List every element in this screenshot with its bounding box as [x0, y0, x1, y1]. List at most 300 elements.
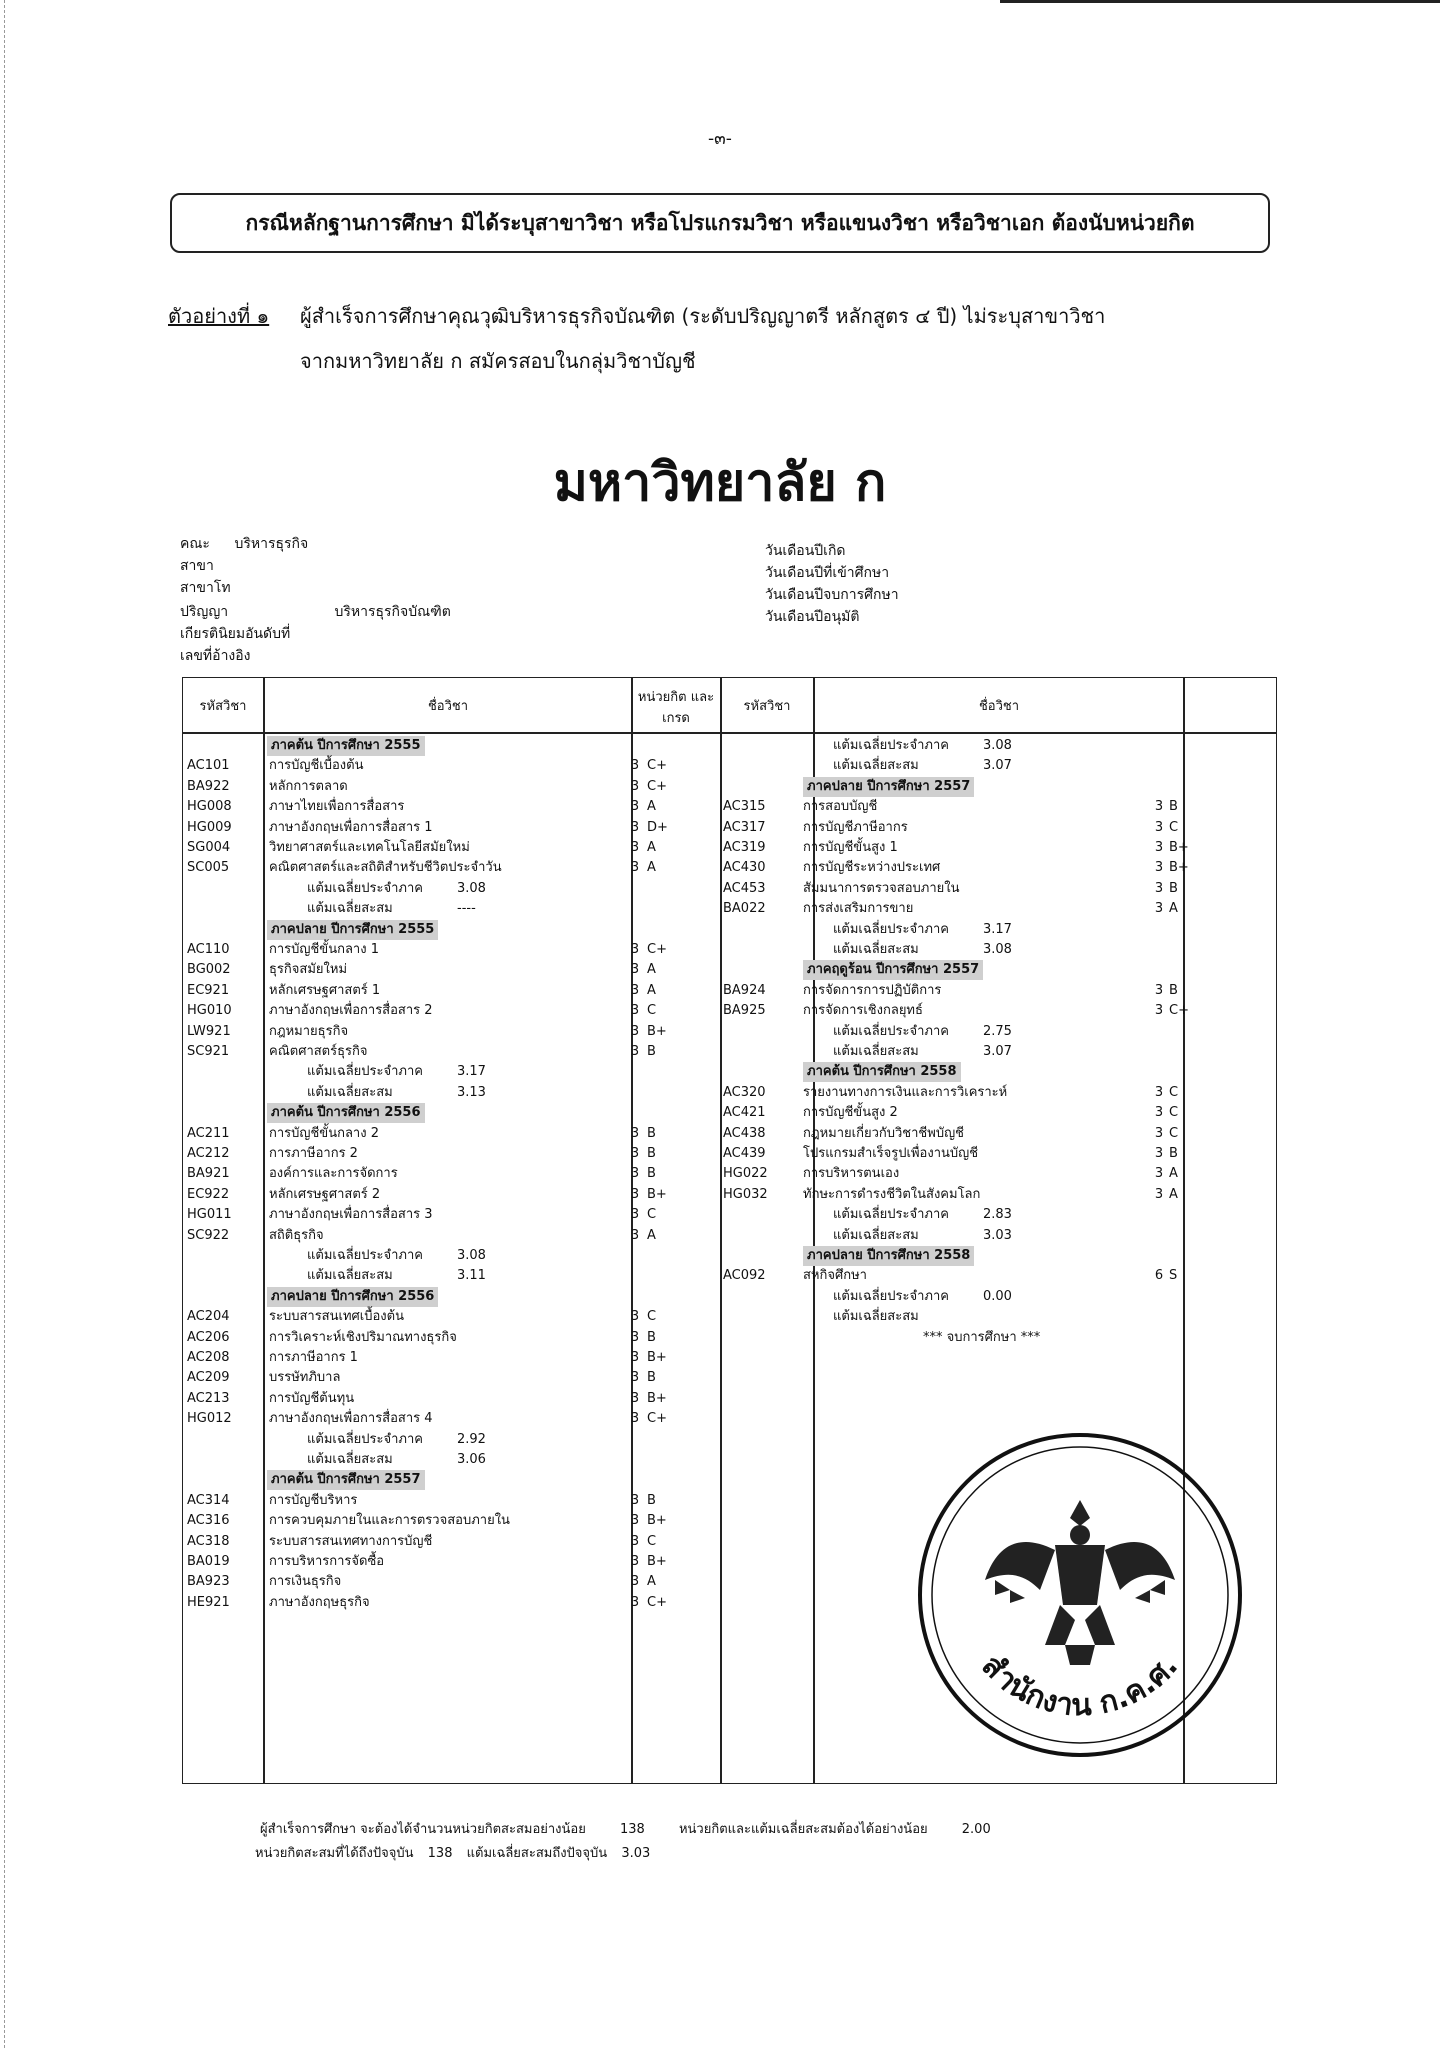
course-row [187, 1307, 717, 1327]
course-credit: 3 [630, 962, 640, 978]
course-credit: 3 [630, 860, 640, 876]
course-name: รายงานทางการเงินและการวิเคราะห์ [803, 1084, 1008, 1100]
semester-heading-text: ภาคฤดูร้อน ปีการศึกษา 2557 [803, 960, 983, 980]
info-honors [180, 623, 290, 645]
course-code: AC204 [187, 1309, 230, 1325]
info-enroll-date: วันเดือนปีที่เข้าศึกษา [765, 565, 890, 581]
info-faculty [180, 533, 308, 555]
gpa-label: แต้มเฉลี่ยประจำภาค [833, 738, 949, 753]
gpa-value: 3.13 [457, 1084, 486, 1100]
course-name: การบัญชีต้นทุน [269, 1390, 355, 1406]
course-grade: B [647, 1370, 656, 1386]
page-number: -๓- [708, 129, 732, 149]
course-code: BA019 [187, 1554, 230, 1569]
course-code: AC209 [187, 1370, 230, 1386]
semester-heading-text: ภาคปลาย ปีการศึกษา 2556 [267, 1287, 438, 1307]
course-code: LW921 [187, 1023, 231, 1039]
info-major [180, 555, 214, 577]
course-credit: 3 [630, 1492, 640, 1508]
course-name: บรรษัทภิบาล [269, 1370, 341, 1386]
course-code: AC213 [187, 1390, 230, 1406]
course-credit: 3 [630, 1146, 640, 1161]
semester-heading [187, 1103, 717, 1123]
course-grade: B [647, 1125, 656, 1141]
info-degree [180, 601, 451, 623]
gpa-label: แต้มเฉลี่ยสะสม [307, 901, 393, 917]
course-grade: A [1169, 901, 1178, 917]
course-row [723, 981, 1273, 1001]
course-code: AC430 [723, 860, 766, 876]
course-code: EC922 [187, 1186, 230, 1202]
course-code: BA925 [723, 1003, 766, 1019]
course-credit: 3 [1154, 1105, 1164, 1121]
course-row [187, 1001, 717, 1021]
course-grade: C+ [647, 778, 667, 794]
info-birth-date: วันเดือนปีเกิด [765, 543, 846, 559]
info-label: สาขาโท [180, 580, 231, 596]
course-row [187, 1328, 717, 1348]
course-credit: 3 [630, 942, 640, 957]
course-name: ภาษาอังกฤษเพื่อการสื่อสาร 3 [269, 1207, 433, 1223]
info-value: บริหารธุรกิจ [234, 536, 309, 552]
course-code: BG002 [187, 962, 231, 978]
course-code: EC921 [187, 982, 230, 998]
course-credit: 3 [630, 1390, 640, 1406]
course-name: ระบบสารสนเทศเบื้องต้น [269, 1309, 404, 1325]
course-name: ภาษาอังกฤษเพื่อการสื่อสาร 1 [269, 819, 433, 835]
course-row [187, 1185, 717, 1205]
info-label: คณะ [180, 536, 210, 552]
gpa-label: แต้มเฉลี่ยสะสม [307, 1268, 393, 1284]
course-name: การบริหารตนเอง [803, 1166, 900, 1182]
course-code: HG012 [187, 1411, 232, 1427]
course-credit: 3 [630, 1044, 640, 1059]
course-row [723, 899, 1273, 919]
course-grade: B [647, 1044, 656, 1059]
gpa-label: แต้มเฉลี่ยประจำภาค [307, 1431, 423, 1447]
course-code: HG032 [723, 1186, 768, 1202]
course-credit: 3 [630, 1574, 640, 1590]
course-row [187, 818, 717, 838]
course-name: การภาษีอากร 1 [269, 1350, 358, 1365]
course-row [187, 1022, 717, 1042]
course-row [187, 1532, 717, 1552]
course-grade: B [647, 1329, 656, 1345]
info-reference [180, 645, 251, 667]
course-code: AC438 [723, 1125, 766, 1141]
course-credit: 3 [630, 1125, 640, 1141]
course-credit: 3 [630, 1594, 640, 1610]
gpa-label: แต้มเฉลี่ยประจำภาค [833, 1207, 949, 1223]
course-code: HG010 [187, 1003, 232, 1019]
course-row [723, 1103, 1273, 1123]
course-name: ภาษาอังกฤษธุรกิจ [269, 1594, 370, 1610]
course-credit: 3 [630, 1227, 640, 1243]
course-row [723, 1164, 1273, 1184]
course-row [187, 797, 717, 817]
course-row [187, 981, 717, 1001]
gpa-value: 0.00 [983, 1288, 1012, 1304]
course-grade: C+ [1169, 1003, 1189, 1019]
course-row [187, 1552, 717, 1572]
course-name: องค์การและการจัดการ [269, 1166, 398, 1182]
gpa-value: 3.07 [983, 1044, 1012, 1059]
gpa-row [723, 1205, 1273, 1225]
gpa-row [723, 756, 1273, 776]
footer-gpa: 3.03 [621, 1846, 651, 1861]
course-name: การควบคุมภายในและการตรวจสอบภายใน [269, 1513, 510, 1529]
course-code: AC092 [723, 1268, 766, 1284]
course-row [723, 1185, 1273, 1205]
course-row [723, 818, 1273, 838]
course-credit: 3 [1154, 799, 1164, 815]
course-name: ภาษาอังกฤษเพื่อการสื่อสาร 4 [269, 1411, 433, 1427]
course-row [187, 1226, 717, 1246]
course-name: วิทยาศาสตร์และเทคโนโลยีสมัยใหม่ [269, 840, 470, 855]
course-code: BA923 [187, 1574, 230, 1590]
course-grade: B [647, 1492, 656, 1508]
header-name-right: ชื่อวิชา [978, 699, 1020, 714]
course-credit: 3 [630, 1370, 640, 1386]
course-grade: C+ [647, 1411, 667, 1427]
course-credit: 3 [630, 982, 640, 998]
gpa-row [187, 1266, 717, 1286]
course-credit: 3 [630, 1350, 640, 1365]
course-row [723, 1083, 1273, 1103]
course-row [187, 756, 717, 776]
course-grade: B+ [647, 1023, 667, 1039]
course-row [187, 838, 717, 858]
gpa-row [723, 1022, 1273, 1042]
gpa-row [187, 1450, 717, 1470]
course-name: การบัญชีระหว่างประเทศ [803, 860, 941, 876]
course-row [187, 1205, 717, 1225]
course-grade: B [647, 1146, 656, 1161]
course-name: การสอบบัญชี [803, 799, 878, 815]
gpa-row [187, 899, 717, 919]
course-credit: 3 [1154, 880, 1164, 896]
gpa-label: แต้มเฉลี่ยสะสม [307, 1452, 393, 1467]
footer-text: ผู้สำเร็จการศึกษา จะต้องได้จำนวนหน่วยกิตสะสมอย่างน้อย [260, 1822, 586, 1837]
course-code: BA922 [187, 778, 230, 794]
gpa-label: แต้มเฉลี่ยสะสม [307, 1084, 393, 1100]
gpa-label: แต้มเฉลี่ยประจำภาค [307, 1248, 423, 1263]
course-grade: S [1169, 1268, 1178, 1284]
course-grade: C [647, 1207, 657, 1223]
course-code: AC421 [723, 1105, 766, 1121]
gpa-value: 3.17 [983, 921, 1012, 937]
course-grade: C [647, 1533, 657, 1549]
course-name: การบัญชีขั้นกลาง 2 [269, 1125, 379, 1141]
course-name: การบัญชีขั้นสูง 2 [803, 1105, 898, 1121]
gpa-row [723, 1226, 1273, 1246]
semester-heading-text: ภาคต้น ปีการศึกษา 2556 [267, 1103, 425, 1123]
course-credit: 3 [1154, 901, 1164, 917]
course-name: กฎหมายธุรกิจ [269, 1023, 349, 1039]
course-row [723, 879, 1273, 899]
semester-heading [187, 736, 717, 756]
course-code: HE921 [187, 1594, 230, 1610]
course-grade: B+ [1169, 840, 1189, 855]
course-credit: 3 [1154, 819, 1164, 835]
gpa-row [187, 879, 717, 899]
course-code: AC315 [723, 799, 766, 815]
course-credit: 3 [1154, 1125, 1164, 1141]
course-row [187, 1491, 717, 1511]
end-of-record [723, 1328, 1273, 1348]
gpa-value: 3.08 [983, 942, 1012, 957]
official-seal-icon [915, 1430, 1245, 1760]
course-name: โปรแกรมสำเร็จรูปเพื่องานบัญชี [803, 1146, 979, 1161]
course-grade: A [647, 1227, 656, 1243]
course-code: SC005 [187, 860, 230, 876]
course-row [723, 1144, 1273, 1164]
footer-line-1 [260, 1818, 991, 1839]
course-grade: C [1169, 1125, 1179, 1141]
course-grade: B [1169, 982, 1178, 998]
course-code: AC318 [187, 1533, 230, 1549]
course-credit: 3 [1154, 1166, 1164, 1182]
course-grade: B [1169, 880, 1178, 896]
notice-box [170, 193, 1270, 253]
info-graduate-date: วันเดือนปีจบการศึกษา [765, 587, 899, 603]
course-credit: 3 [1154, 1003, 1164, 1019]
course-credit: 3 [630, 1023, 640, 1039]
course-name: การภาษีอากร 2 [269, 1146, 358, 1161]
course-code: HG011 [187, 1207, 232, 1223]
course-code: SC921 [187, 1044, 230, 1059]
course-credit: 3 [630, 1186, 640, 1202]
notice-text: กรณีหลักฐานการศึกษา มิได้ระบุสาขาวิชา หรือโปรแกรมวิชา หรือแขนงวิชา หรือวิชาเอก ต้องนับหน่วยกิต [245, 210, 1195, 235]
course-grade: A [647, 1574, 656, 1590]
gpa-value: ---- [457, 901, 476, 917]
course-name: การบัญชีภาษีอากร [803, 819, 908, 835]
course-grade: B+ [647, 1390, 667, 1406]
gpa-label: แต้มเฉลี่ยประจำภาค [307, 1064, 423, 1080]
course-row [187, 1389, 717, 1409]
semester-heading [723, 1246, 1273, 1266]
semester-heading-text: ภาคต้น ปีการศึกษา 2557 [267, 1470, 425, 1490]
course-credit: 3 [630, 819, 640, 835]
footer-text: หน่วยกิตและแต้มเฉลี่ยสะสมต้องได้อย่างน้อย [678, 1822, 928, 1837]
course-name: สถิติธุรกิจ [269, 1227, 324, 1243]
gpa-value: 3.08 [457, 880, 486, 896]
semester-heading-text: ภาคปลาย ปีการศึกษา 2555 [267, 920, 438, 940]
footer-line-2 [255, 1842, 650, 1863]
footer-text: แต้มเฉลี่ยสะสมถึงปัจจุบัน [466, 1846, 608, 1861]
course-grade: C+ [647, 942, 667, 957]
course-grade: C [647, 1003, 657, 1019]
course-credit: 3 [630, 1003, 640, 1019]
course-code: AC211 [187, 1125, 230, 1141]
gpa-value: 3.08 [457, 1248, 486, 1263]
course-grade: C [1169, 1105, 1179, 1121]
course-name: ภาษาอังกฤษเพื่อการสื่อสาร 2 [269, 1003, 433, 1019]
course-credit: 3 [630, 1166, 640, 1182]
course-credit: 3 [1154, 860, 1164, 876]
course-name: การวิเคราะห์เชิงปริมาณทางธุรกิจ [269, 1329, 457, 1345]
info-minor [180, 577, 231, 599]
header-name-left: ชื่อวิชา [427, 699, 469, 714]
course-row [187, 960, 717, 980]
course-row [187, 1593, 717, 1613]
gpa-label: แต้มเฉลี่ยสะสม [833, 758, 919, 774]
course-credit: 3 [630, 1554, 640, 1569]
course-grade: C+ [647, 1594, 667, 1610]
course-row [723, 797, 1273, 817]
course-grade: B [1169, 799, 1178, 815]
course-code: SC922 [187, 1227, 230, 1243]
header-code-left: รหัสวิชา [199, 699, 247, 714]
course-row [723, 1266, 1273, 1286]
header-credit-left: หน่วยกิต และเกรด [637, 690, 715, 726]
course-grade: B [647, 1166, 656, 1182]
course-credit: 3 [1154, 1084, 1164, 1100]
header-divider [183, 732, 1276, 734]
gpa-label: แต้มเฉลี่ยสะสม [833, 1227, 919, 1243]
course-credit: 3 [630, 778, 640, 794]
semester-heading-text: ภาคต้น ปีการศึกษา 2558 [803, 1062, 961, 1082]
course-code: SG004 [187, 840, 231, 855]
course-name: การบัญชีเบื้องต้น [269, 758, 364, 774]
course-code: AC320 [723, 1084, 766, 1100]
gpa-row [723, 940, 1273, 960]
gpa-value: 2.75 [983, 1023, 1012, 1039]
course-credit: 3 [1154, 840, 1164, 855]
course-grade: A [647, 962, 656, 978]
gpa-row [723, 1042, 1273, 1062]
course-row [187, 1124, 717, 1144]
course-row [187, 777, 717, 797]
course-credit: 3 [630, 1411, 640, 1427]
course-row [187, 858, 717, 878]
course-credit: 3 [1154, 1146, 1164, 1161]
left-margin-dashed-line [4, 0, 5, 2048]
course-row [187, 1368, 717, 1388]
course-grade: D+ [647, 819, 668, 835]
university-title: มหาวิทยาลัย ก [553, 453, 887, 513]
semester-heading [723, 777, 1273, 797]
gpa-label: แต้มเฉลี่ยประจำภาค [307, 880, 423, 896]
semester-heading [187, 1287, 717, 1307]
course-code: AC212 [187, 1146, 230, 1161]
course-name: การบริหารการจัดซื้อ [269, 1554, 385, 1569]
course-credit: 3 [630, 1329, 640, 1345]
example-line-1: ผู้สำเร็จการศึกษาคุณวุฒิบริหารธุรกิจบัณฑิต (ระดับปริญญาตรี หลักสูตร ๔ ปี) ไม่ระบุสาขาวิชา [300, 304, 1106, 328]
course-name: คณิตศาสตร์ธุรกิจ [269, 1044, 368, 1059]
course-code: BA921 [187, 1166, 230, 1182]
course-grade: A [1169, 1166, 1178, 1182]
course-name: หลักเศรษฐศาสตร์ 2 [269, 1186, 381, 1202]
course-code: BA924 [723, 982, 766, 998]
course-code: AC314 [187, 1492, 230, 1508]
top-border-line [1000, 0, 1440, 3]
course-grade: A [1169, 1186, 1178, 1202]
semester-heading [187, 920, 717, 940]
course-code: AC319 [723, 840, 766, 855]
course-name: สหกิจศึกษา [803, 1268, 867, 1284]
info-label: เกียรตินิยมอันดับที่ [180, 626, 291, 642]
course-credit: 3 [630, 758, 640, 774]
course-credit: 3 [1154, 982, 1164, 998]
course-code: BA022 [723, 901, 766, 917]
semester-heading [187, 1470, 717, 1490]
course-grade: C [1169, 1084, 1179, 1100]
course-row [187, 1572, 717, 1592]
gpa-label: แต้มเฉลี่ยประจำภาค [833, 921, 949, 937]
course-grade: A [647, 982, 656, 998]
course-code: AC101 [187, 758, 230, 774]
info-label: ปริญญา [180, 604, 229, 620]
course-code: AC316 [187, 1513, 230, 1529]
course-name: การบัญชีขั้นกลาง 1 [269, 942, 379, 957]
course-row [187, 940, 717, 960]
course-row [187, 1164, 717, 1184]
seal-text: สำนักงาน ก.ค.ศ. [974, 1647, 1186, 1724]
course-name: การจัดการการปฏิบัติการ [803, 982, 942, 998]
course-row [723, 858, 1273, 878]
footer-min-gpa: 2.00 [961, 1822, 991, 1837]
example-line-2: จากมหาวิทยาลัย ก สมัครสอบในกลุ่มวิชาบัญชี [300, 349, 696, 373]
course-grade: A [647, 799, 656, 815]
course-row [187, 1409, 717, 1429]
course-grade: C [647, 1309, 657, 1325]
course-row [187, 1042, 717, 1062]
course-name: ภาษาไทยเพื่อการสื่อสาร [269, 799, 405, 815]
course-credit: 6 [1154, 1268, 1164, 1284]
course-name: ธุรกิจสมัยใหม่ [269, 962, 348, 978]
course-name: การบัญชีบริหาร [269, 1492, 358, 1508]
course-grade: B+ [647, 1513, 667, 1529]
info-label: สาขา [180, 558, 214, 574]
column-divider [720, 678, 722, 1783]
gpa-value: 3.07 [983, 758, 1012, 774]
course-credit: 3 [630, 1533, 640, 1549]
course-credit: 3 [630, 1513, 640, 1529]
gpa-label: แต้มเฉลี่ยสะสม [833, 1044, 919, 1059]
footer-text: หน่วยกิตสะสมที่ได้ถึงปัจจุบัน [255, 1846, 414, 1861]
example-label: ตัวอย่างที่ ๑ [168, 304, 270, 328]
course-grade: B+ [1169, 860, 1189, 876]
course-row [723, 1124, 1273, 1144]
gpa-value: 2.83 [983, 1207, 1012, 1223]
course-name: หลักเศรษฐศาสตร์ 1 [269, 982, 381, 998]
gpa-value: 2.92 [457, 1431, 486, 1447]
gpa-row [723, 1287, 1273, 1307]
gpa-row [723, 1307, 1273, 1327]
gpa-row [187, 1083, 717, 1103]
course-credit: 3 [630, 840, 640, 855]
course-credit: 3 [630, 1309, 640, 1325]
course-row [723, 1001, 1273, 1021]
course-code: AC317 [723, 819, 766, 835]
course-name: หลักการตลาด [269, 778, 348, 794]
gpa-value: 3.03 [983, 1227, 1012, 1243]
course-name: ระบบสารสนเทศทางการบัญชี [269, 1533, 433, 1549]
course-credit: 3 [1154, 1186, 1164, 1202]
course-grade: C [1169, 819, 1179, 835]
course-row [187, 1144, 717, 1164]
info-approve-date: วันเดือนปีอนุมัติ [765, 609, 860, 625]
gpa-row [187, 1430, 717, 1450]
semester-heading [723, 1062, 1273, 1082]
course-row [723, 838, 1273, 858]
course-grade: B+ [647, 1350, 667, 1365]
course-name: สัมมนาการตรวจสอบภายใน [803, 880, 960, 896]
course-credit: 3 [630, 799, 640, 815]
info-label: เลขที่อ้างอิง [180, 648, 251, 664]
gpa-label: แต้มเฉลี่ยประจำภาค [833, 1288, 949, 1304]
